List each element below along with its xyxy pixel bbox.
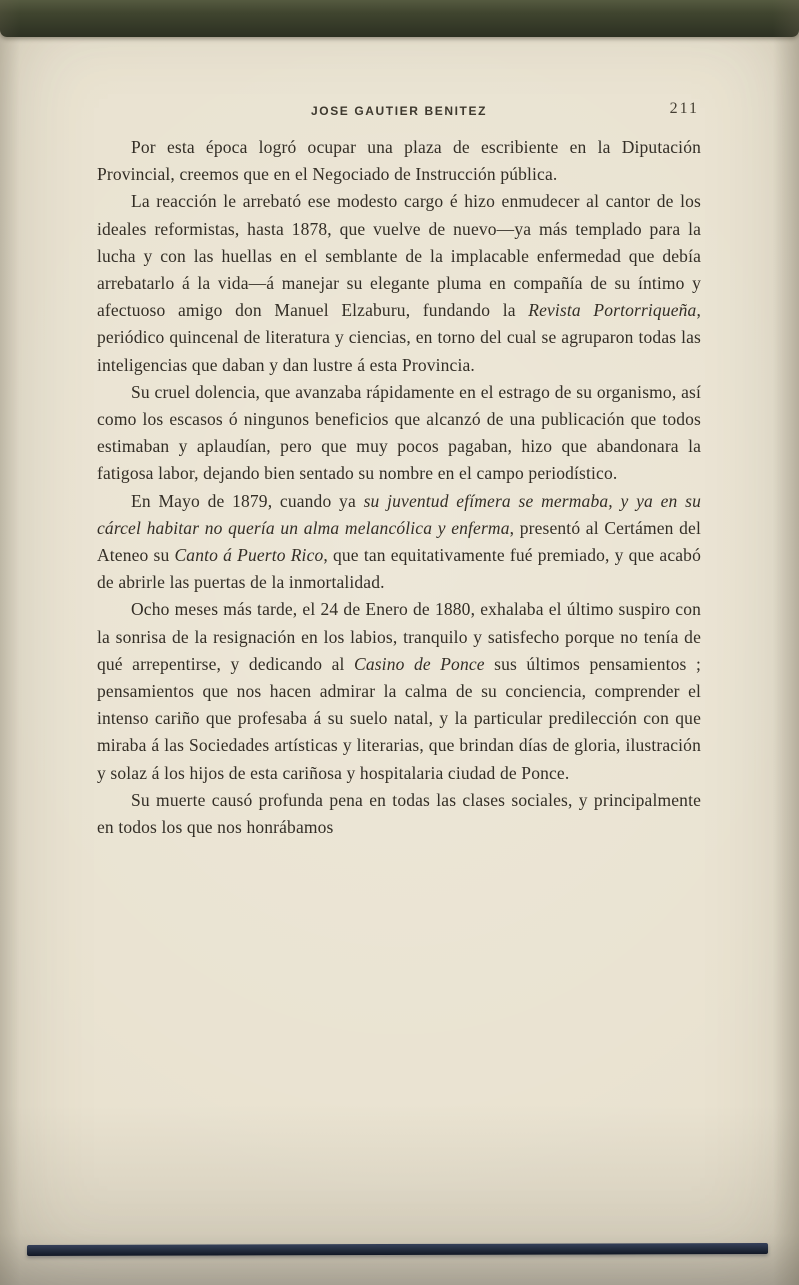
text-run: Su muerte causó profunda pena en todas las clases sociales, y principalmente en todos los que nos honrábamos: [97, 789, 701, 838]
scan-top-edge: [0, 0, 799, 37]
text-run: Revista Portorriqueña: [528, 300, 697, 321]
text-run: sus últimos pensamientos ; pensamientos que nos hacen admirar la calma de su conciencia, comprender el intenso cariño que profesaba á su suelo natal, y la particular predilección con que miraba á las Sociedades artísticas y literarias, que brindan días de gloria, ilustración y solaz á los hijos de esta cariñosa y hospitalaria ciudad de Ponce.: [97, 653, 701, 783]
text-run: La reacción le arrebató ese modesto cargo é hizo enmudecer al cantor de los ideales reformistas, hasta 1878, que vuelve de nuevo—ya más templado para la lucha y con las huellas en el semblante de la implacable enfermedad que debía arrebatarlo á la vida—á manejar su elegante pluma en compañía de su íntimo y afectuoso amigo don Manuel Elzaburu, fundando la: [97, 191, 701, 321]
scan-bottom-edge: [27, 1243, 768, 1256]
paragraph: [97, 787, 701, 841]
text-run: Canto á Puerto Rico: [174, 545, 324, 566]
text-run: , presentó al Certámen del Ateneo su: [97, 517, 701, 566]
paragraph: [97, 379, 701, 488]
text-run: Por esta época logró ocupar una plaza de escribiente en la Diputación Provincial, creemos que en el Negociado de Instrucción pública.: [97, 137, 701, 185]
text-run: su juventud efímera se mermaba, y ya en su cárcel habitar no quería un alma melancólica y enferma: [97, 490, 701, 538]
text-run: Casino de Ponce: [354, 653, 485, 674]
paragraph: [97, 488, 701, 597]
page-number: 211: [669, 100, 699, 117]
paragraph: [97, 188, 701, 378]
text-run: , que tan equitativamente fué premiado, y que acabó de abrirle las puertas de la inmortalidad.: [97, 545, 701, 593]
body-text: [97, 134, 701, 841]
page-header: [97, 100, 701, 124]
left-edge-shading: [0, 0, 20, 1285]
text-run: Su cruel dolencia, que avanzaba rápidamente en el estrago de su organismo, así como los escasos ó ningunos beneficios que alcanzó de una publicación que todos estimaban y aplaudían, pero que muy pocos pagaban, hizo que abandonara la fatigosa labor, dejando bien sentado su nombre en el campo periodístico.: [97, 381, 701, 484]
right-edge-shading: [773, 0, 799, 1285]
running-header-title: JOSE GAUTIER BENITEZ: [310, 104, 488, 118]
text-run: , periódico quincenal de literatura y ciencias, en torno del cual se agruparon todas las inteligencias que daban y dan lustre á esta Provincia.: [97, 300, 701, 375]
text-run: Ocho meses más tarde, el 24 de Enero de 1880, exhalaba el último suspiro con la sonrisa de la resignación en los labios, tranquilo y satisfecho porque no tenía de qué arrepentirse, y dedicando al: [97, 599, 701, 674]
paragraph: [97, 134, 701, 188]
paragraph: [97, 596, 701, 786]
text-run: En Mayo de 1879, cuando ya: [131, 490, 364, 511]
